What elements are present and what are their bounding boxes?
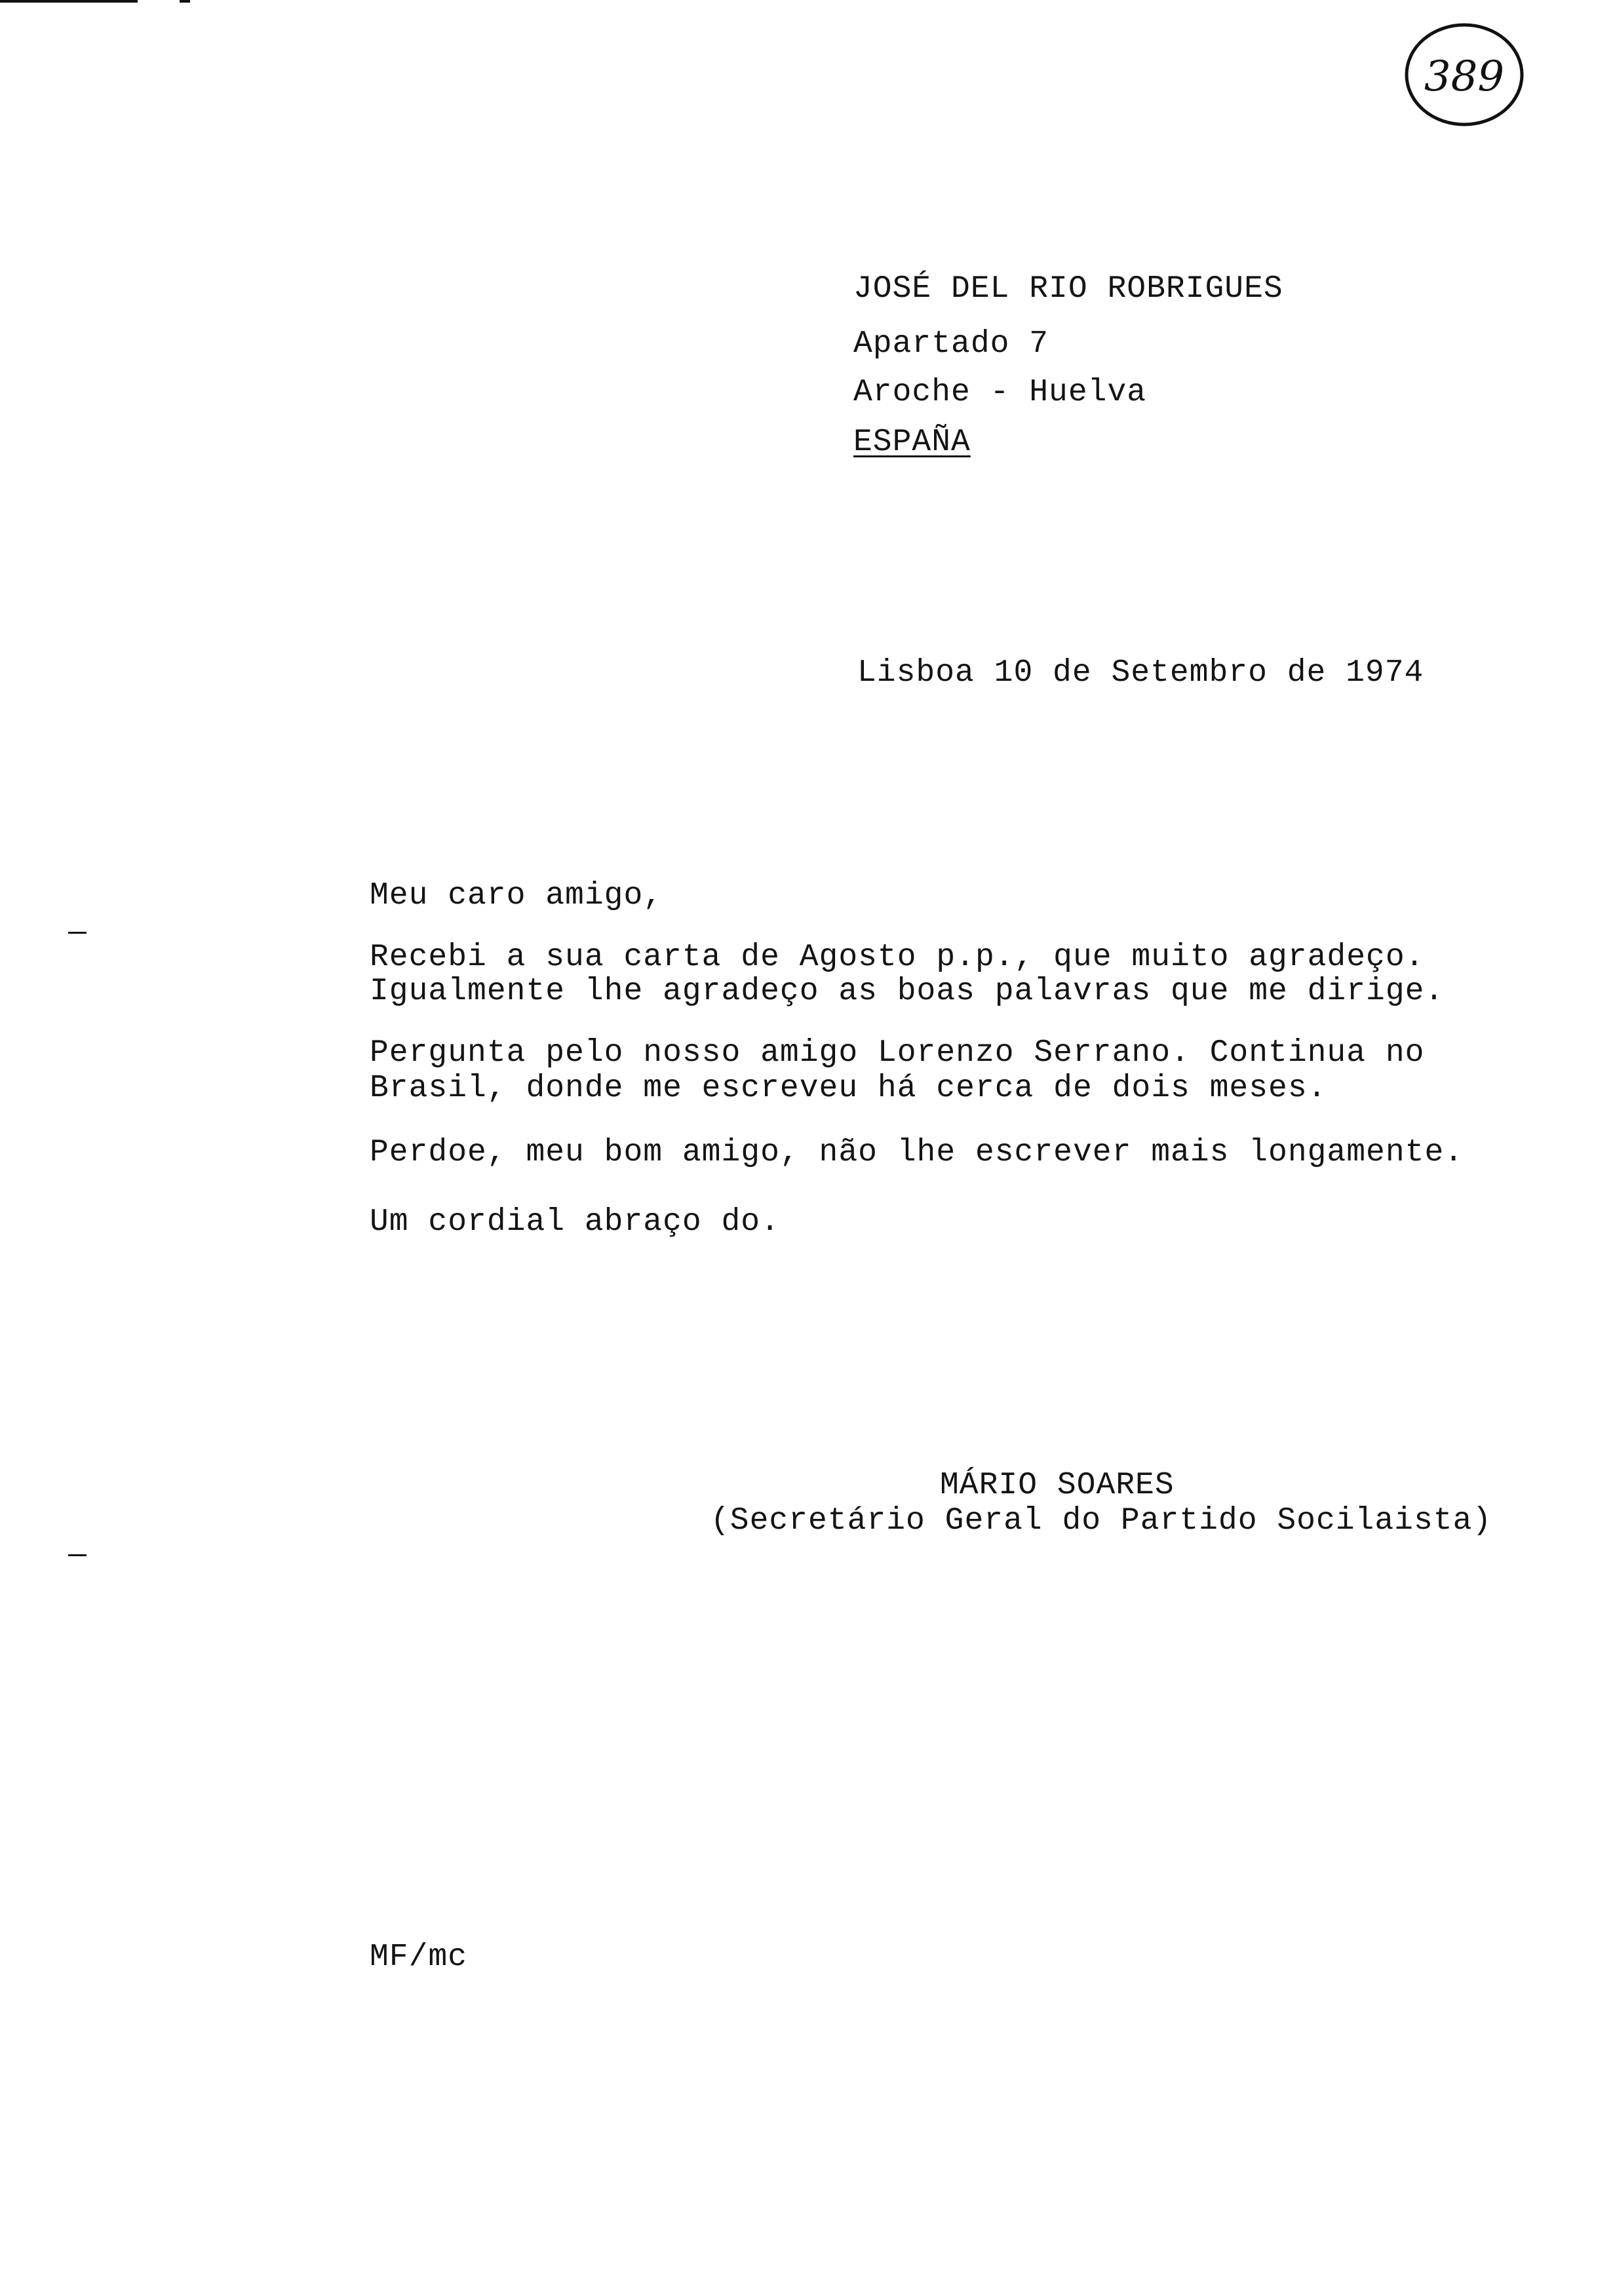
body-paragraph-2-line-2: Brasil, donde me escreveu há cerca de dois meses. bbox=[370, 1071, 1327, 1106]
circled-number-stamp bbox=[1403, 18, 1526, 130]
signature-title: (Secretário Geral do Partido Socilaista) bbox=[710, 1503, 1492, 1539]
scan-mark-left-2 bbox=[68, 1554, 87, 1556]
recipient-address-line-2: Aroche - Huelva bbox=[853, 375, 1147, 410]
body-closing: Um cordial abraço do. bbox=[370, 1204, 780, 1240]
scan-mark-top-left bbox=[0, 0, 138, 3]
date-line: Lisboa 10 de Setembro de 1974 bbox=[857, 655, 1424, 691]
page-number-text: 389 bbox=[1424, 52, 1505, 101]
recipient-name: JOSÉ DEL RIO ROBRIGUES bbox=[853, 271, 1283, 307]
reference-initials: MF/mc bbox=[370, 1940, 468, 1975]
salutation: Meu caro amigo, bbox=[370, 878, 663, 913]
recipient-address-line-1: Apartado 7 bbox=[853, 326, 1049, 362]
body-paragraph-1-line-1: Recebi a sua carta de Agosto p.p., que muito agradeço. bbox=[370, 940, 1425, 975]
scan-mark-left-1 bbox=[68, 932, 87, 934]
body-paragraph-3: Perdoe, meu bom amigo, não lhe escrever mais longamente. bbox=[370, 1135, 1464, 1170]
scan-mark-top-left-dot bbox=[180, 0, 190, 3]
signature-name: MÁRIO SOARES bbox=[940, 1468, 1175, 1503]
recipient-country: ESPAÑA bbox=[853, 425, 971, 460]
page-number-stamp bbox=[1403, 18, 1526, 130]
body-paragraph-2-line-1: Pergunta pelo nosso amigo Lorenzo Serrano. Continua no bbox=[370, 1035, 1425, 1071]
body-paragraph-1-line-2: Igualmente lhe agradeço as boas palavras que me dirige. bbox=[370, 974, 1445, 1009]
